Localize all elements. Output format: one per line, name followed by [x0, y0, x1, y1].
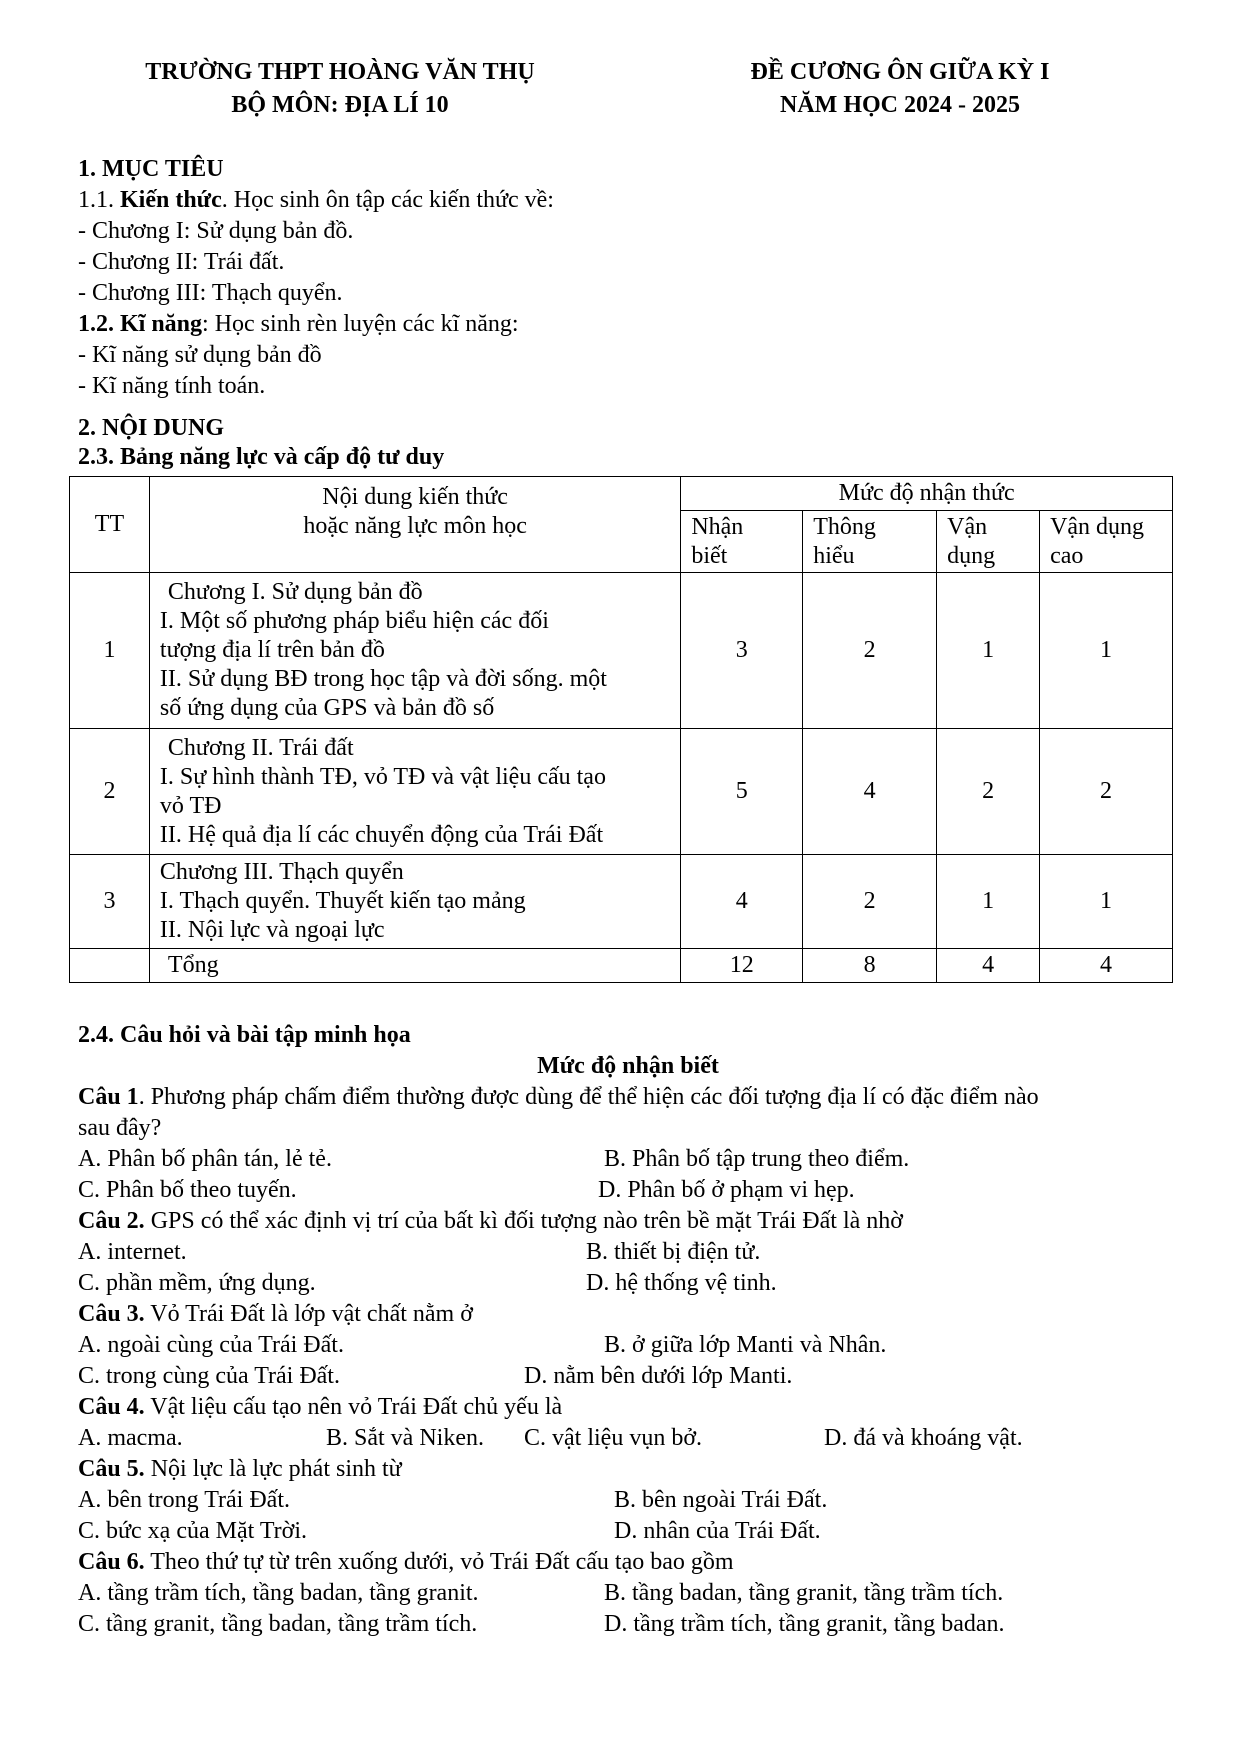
options-row [78, 1237, 1178, 1268]
question-text: Theo thứ tự từ trên xuống dưới, vỏ Trái Đất cấu tạo bao gồm [144, 1549, 734, 1575]
options-row [78, 1175, 1178, 1206]
chapter-title: Chương III. Thạch quyển [159, 859, 404, 885]
row-number: 2 [70, 729, 150, 855]
option-a: A. bên trong Trái Đất. [78, 1487, 290, 1513]
total-cell: 4 [937, 949, 1040, 983]
options-row [78, 1330, 1178, 1361]
section-heading: 2. NỘI DUNG [78, 415, 225, 441]
chapter-title: Chương I. Sử dụng bản đồ [167, 579, 423, 605]
value-cell: 2 [1040, 729, 1173, 855]
value-cell: 1 [937, 855, 1040, 949]
level-header [937, 511, 1040, 573]
question-text: . Phương pháp chấm điểm thường được dùng để thể hiện các đối tượng địa lí có đặc điểm nào [138, 1084, 1039, 1110]
options-row [78, 1485, 1178, 1516]
question-stem [78, 1206, 1178, 1237]
row-number: 3 [70, 855, 150, 949]
header-left [100, 56, 580, 122]
value-cell: 2 [803, 855, 937, 949]
total-tt-cell [70, 949, 150, 983]
level-line: hiểu [813, 542, 855, 569]
option-c: C. trong cùng của Trái Đất. [78, 1363, 340, 1389]
department-name: BỘ MÔN: ĐỊA LÍ 10 [231, 92, 449, 118]
skills-item: - Kĩ năng sử dụng bản đồ [78, 342, 322, 368]
knowledge-text: . Học sinh ôn tập các kiến thức về: [221, 187, 554, 213]
level-header [803, 511, 937, 573]
value-cell: 5 [681, 729, 803, 855]
options-row [78, 1423, 1178, 1454]
question-label: Câu 3. [78, 1301, 145, 1327]
total-label-text: Tổng [167, 952, 219, 978]
question-text: Vỏ Trái Đất là lớp vật chất nằm ở [144, 1301, 473, 1327]
skills-item: - Kĩ năng tính toán. [78, 373, 266, 399]
option-d: D. hệ thống vệ tinh. [586, 1270, 777, 1296]
question-stem [78, 1392, 1178, 1423]
row-number: 1 [70, 573, 150, 729]
value-cell: 1 [1040, 855, 1173, 949]
content-line: II. Sử dụng BĐ trong học tập và đời sống. một [159, 666, 607, 692]
content-line: I. Thạch quyển. Thuyết kiến tạo mảng [159, 888, 526, 914]
option-c: C. tầng granit, tầng badan, tầng trầm tích. [78, 1611, 478, 1637]
total-cell: 4 [1040, 949, 1173, 983]
option-d: D. nằm bên dưới lớp Manti. [524, 1363, 793, 1389]
knowledge-item: - Chương II: Trái đất. [78, 249, 285, 275]
content-line: II. Hệ quả địa lí các chuyển động của Trái Đất [159, 821, 604, 848]
value-cell: 1 [937, 573, 1040, 729]
content-line: I. Một số phương pháp biểu hiện các đối [159, 608, 549, 634]
content-line: I. Sự hình thành TĐ, vỏ TĐ và vật liệu cấu tạo [159, 763, 606, 790]
level-line: Thông [813, 513, 876, 540]
school-name: TRƯỜNG THPT HOÀNG VĂN THỤ [145, 59, 535, 85]
level-line: dụng [947, 542, 996, 569]
knowledge-item: - Chương III: Thạch quyển. [78, 280, 343, 306]
table-heading: 2.3. Bảng năng lực và cấp độ tư duy [78, 444, 445, 470]
level-header [681, 511, 803, 573]
section-content [78, 413, 444, 471]
skills-line [78, 309, 1178, 340]
knowledge-number: 1.1. [78, 187, 120, 213]
table-row [70, 729, 1173, 855]
chapter-title: Chương II. Trái đất [167, 734, 354, 761]
options-row [78, 1609, 1178, 1640]
option-a: A. tầng trầm tích, tầng badan, tầng granit. [78, 1580, 479, 1606]
option-a: A. Phân bố phân tán, lẻ tẻ. [78, 1146, 332, 1172]
option-c: C. vật liệu vụn bở. [524, 1425, 703, 1451]
header-tt: TT [70, 477, 150, 573]
level-line: Vận dụng [1050, 513, 1145, 540]
row-content [149, 855, 680, 949]
question-label: Câu 1 [78, 1084, 139, 1110]
question-stem [78, 1082, 1178, 1113]
option-d: D. Phân bố ở phạm vi hẹp. [598, 1177, 855, 1203]
question-label: Câu 5. [78, 1456, 145, 1482]
table-row [70, 855, 1173, 949]
document-title: ĐỀ CƯƠNG ÔN GIỮA KỲ I [750, 59, 1050, 85]
value-cell: 2 [803, 573, 937, 729]
value-cell: 2 [937, 729, 1040, 855]
option-b: B. ở giữa lớp Manti và Nhân. [604, 1332, 887, 1358]
total-cell: 12 [681, 949, 803, 983]
level-line: Nhận [691, 513, 744, 540]
question-label: Câu 6. [78, 1549, 145, 1575]
question-label: Câu 2. [78, 1208, 145, 1234]
knowledge-label: Kiến thức [120, 187, 222, 213]
row-content [149, 573, 680, 729]
question-text: Nội lực là lực phát sinh từ [144, 1456, 402, 1482]
level-header [1040, 511, 1173, 573]
total-label [149, 949, 680, 983]
value-cell: 4 [803, 729, 937, 855]
option-c: C. phần mềm, ứng dụng. [78, 1270, 316, 1296]
option-b: B. Sắt và Niken. [326, 1425, 484, 1451]
option-b: B. Phân bố tập trung theo điểm. [604, 1146, 910, 1172]
section-questions [78, 1020, 1178, 1640]
value-cell: 4 [681, 855, 803, 949]
option-b: B. tầng badan, tầng granit, tầng trầm tích. [604, 1580, 1004, 1606]
value-cell: 1 [1040, 573, 1173, 729]
option-c: C. Phân bố theo tuyến. [78, 1177, 297, 1203]
options-row [78, 1516, 1178, 1547]
level-line: Vận [947, 513, 988, 540]
question-text: Vật liệu cấu tạo nên vỏ Trái Đất chủ yếu là [144, 1394, 563, 1420]
total-cell: 8 [803, 949, 937, 983]
section-heading: 2.4. Câu hỏi và bài tập minh họa [78, 1022, 411, 1048]
skills-text: : Học sinh rèn luyện các kĩ năng: [202, 311, 519, 337]
option-a: A. macma. [78, 1425, 183, 1451]
section-objectives [78, 154, 1178, 402]
skills-label: 1.2. Kĩ năng [78, 311, 203, 337]
total-row [70, 949, 1173, 983]
level-heading: Mức độ nhận biết [537, 1053, 719, 1079]
value-cell: 3 [681, 573, 803, 729]
header-right [680, 56, 1120, 122]
content-line: vỏ TĐ [159, 792, 222, 819]
knowledge-item: - Chương I: Sử dụng bản đồ. [78, 218, 354, 244]
option-d: D. tầng trầm tích, tầng granit, tầng badan. [604, 1611, 1005, 1637]
header-level: Mức độ nhận thức [681, 477, 1173, 511]
table-row [70, 573, 1173, 729]
option-d: D. nhân của Trái Đất. [614, 1518, 821, 1544]
section-heading: 1. MỤC TIÊU [78, 156, 224, 182]
question-stem [78, 1547, 1178, 1578]
option-b: B. bên ngoài Trái Đất. [614, 1487, 828, 1513]
competency-table [69, 476, 1173, 983]
options-row [78, 1144, 1178, 1175]
school-year: NĂM HỌC 2024 - 2025 [780, 92, 1020, 118]
header-content-line: hoặc năng lực môn học [303, 513, 527, 539]
row-content [149, 729, 680, 855]
option-d: D. đá và khoáng vật. [824, 1425, 1023, 1451]
options-row [78, 1268, 1178, 1299]
option-a: A. ngoài cùng của Trái Đất. [78, 1332, 344, 1358]
options-row [78, 1361, 1178, 1392]
content-line: tượng địa lí trên bản đồ [159, 637, 385, 663]
level-line: biết [691, 542, 728, 569]
question-text: GPS có thể xác định vị trí của bất kì đối tượng nào trên bề mặt Trái Đất là nhờ [144, 1208, 903, 1234]
level-line: cao [1050, 542, 1084, 569]
option-b: B. thiết bị điện tử. [586, 1239, 761, 1265]
question-stem [78, 1299, 1178, 1330]
content-line: II. Nội lực và ngoại lực [159, 917, 385, 943]
option-c: C. bức xạ của Mặt Trời. [78, 1518, 308, 1544]
question-label: Câu 4. [78, 1394, 145, 1420]
header-content-line: Nội dung kiến thức [322, 484, 508, 510]
question-stem-cont: sau đây? [78, 1115, 162, 1141]
knowledge-line [78, 185, 1178, 216]
header-content [149, 477, 680, 573]
content-line: số ứng dụng của GPS và bản đồ số [159, 695, 495, 721]
question-stem [78, 1454, 1178, 1485]
options-row [78, 1578, 1178, 1609]
option-a: A. internet. [78, 1239, 187, 1265]
